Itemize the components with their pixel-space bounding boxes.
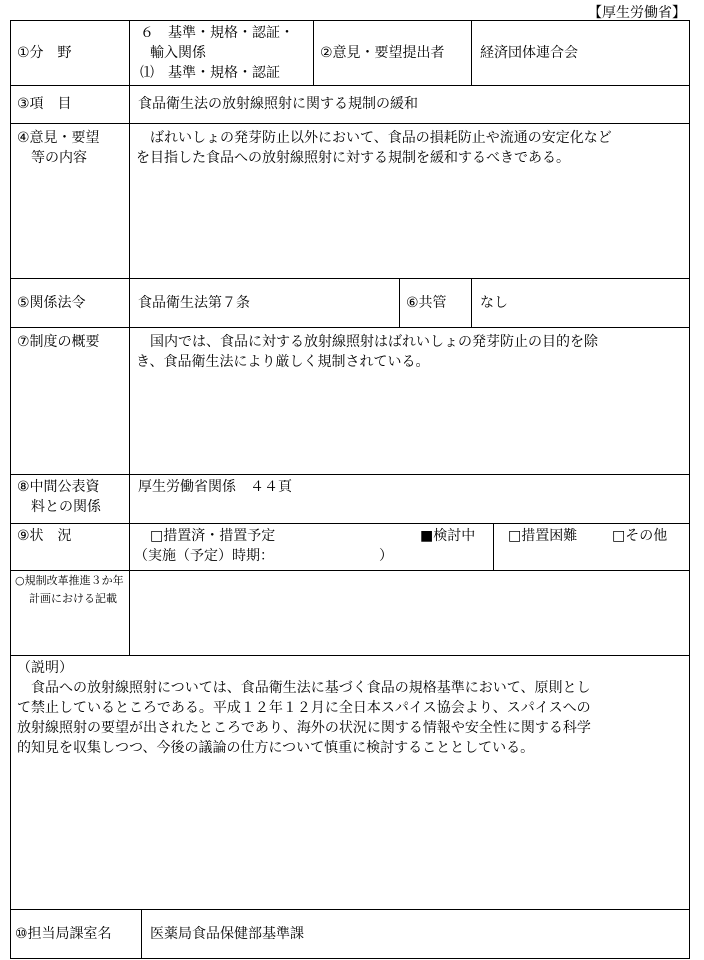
explanation-line-2: て禁止しているところである。平成１２年１２月に全日本スパイス協会より、スパイスへの <box>17 700 591 716</box>
option-implemented[interactable]: □措置済・措置予定 <box>150 528 276 544</box>
plan-label-line-1: ○規制改革推進３か年 <box>15 574 124 587</box>
interim-label-line-1: ⑧中間公表資 <box>17 479 100 495</box>
interim-label-cell <box>11 475 129 523</box>
status-options-right-cell <box>493 524 689 570</box>
item-label-cell <box>11 85 129 123</box>
kyokan-label: ⑥共管 <box>406 295 447 311</box>
submitter-value: 経済団体連合会 <box>480 45 578 61</box>
overview-line-1: 国内では、食品に対する放射線照射はばれいしょの発芽防止の目的を除 <box>136 334 598 350</box>
explanation-line-4: 的知見を収集しつつ、今後の議論の仕方について慎重に検討することとしている。 <box>17 740 535 756</box>
interim-value-cell <box>129 475 689 523</box>
request-label-line-1: ④意見・要望 <box>17 130 100 146</box>
plan-label-line-2: 計画における記載 <box>29 592 117 605</box>
interim-label-line-2: 料との関係 <box>31 499 101 515</box>
department-label: ⑩担当局課室名 <box>15 926 112 942</box>
row-status <box>10 524 690 571</box>
status-options-cell <box>129 524 493 570</box>
submitter-value-cell <box>471 21 689 85</box>
item-value: 食品衛生法の放射線照射に関する規制の緩和 <box>138 96 418 112</box>
status-label-cell <box>11 524 129 570</box>
kyokan-value: なし <box>480 295 508 311</box>
law-value-cell <box>129 279 399 327</box>
kyokan-label-cell <box>399 279 471 327</box>
law-label-cell <box>11 279 129 327</box>
overview-line-2: き、食品衛生法により厳しく規制されている。 <box>136 354 430 370</box>
explanation-cell <box>11 656 689 909</box>
row-law <box>10 279 690 328</box>
row-field <box>10 20 690 86</box>
law-label: ⑤関係法令 <box>17 295 86 311</box>
request-line-1: ばれいしょの発芽防止以外において、食品の損耗防止や流通の安定化など <box>136 130 612 146</box>
explanation-line-3: 放射線照射の要望が出されたところであり、海外の状況に関する情報や安全性に関する科学 <box>17 720 591 736</box>
field-line-3: ⑴ 基準・規格・認証 <box>140 65 280 81</box>
request-content-cell <box>129 124 689 278</box>
law-value: 食品衛生法第７条 <box>138 295 250 311</box>
form-table <box>10 20 690 960</box>
row-department <box>10 910 690 959</box>
option-other[interactable]: □その他 <box>612 528 668 544</box>
item-value-cell <box>129 85 689 123</box>
field-line-1: ６ 基準・規格・認証・ <box>140 25 294 41</box>
interim-value: 厚生労働省関係 ４４頁 <box>138 479 292 495</box>
submitter-label-cell <box>313 21 471 85</box>
plan-label-cell <box>11 571 129 655</box>
field-line-2: 輸入関係 <box>150 45 206 61</box>
overview-label: ⑦制度の概要 <box>17 334 100 350</box>
overview-content-cell <box>129 328 689 474</box>
request-label-cell <box>11 124 129 278</box>
submitter-label: ②意見・要望提出者 <box>320 45 445 61</box>
department-value-cell <box>141 910 689 958</box>
request-line-2: を目指した食品への放射線照射に対する規制を緩和するべきである。 <box>136 150 570 166</box>
option-under-review[interactable]: ■検討中 <box>420 528 476 544</box>
row-interim <box>10 475 690 524</box>
status-label: ⑨状 況 <box>17 528 72 544</box>
row-explanation <box>10 656 690 910</box>
department-label-cell <box>11 910 141 958</box>
department-value: 医薬局食品保健部基準課 <box>150 926 304 942</box>
row-system-overview <box>10 328 690 475</box>
field-label: ①分 野 <box>17 45 72 61</box>
overview-label-cell <box>11 328 129 474</box>
explanation-line-1: 食品への放射線照射については、食品衛生法に基づく食品の規格基準において、原則とし <box>17 680 591 696</box>
row-request <box>10 124 690 279</box>
field-value-cell <box>129 21 313 85</box>
row-three-year-plan <box>10 571 690 656</box>
plan-value-cell <box>129 571 689 655</box>
request-label-line-2: 等の内容 <box>31 150 87 166</box>
item-label: ③項 目 <box>17 96 72 112</box>
implementation-date: （実施（予定）時期： ） <box>134 548 393 564</box>
field-label-cell <box>11 21 129 85</box>
option-difficult[interactable]: □措置困難 <box>508 528 578 544</box>
ministry-label: 【厚生労働省】 <box>588 5 686 21</box>
explanation-heading: （説明） <box>17 660 73 676</box>
row-item <box>10 85 690 124</box>
kyokan-value-cell <box>471 279 689 327</box>
